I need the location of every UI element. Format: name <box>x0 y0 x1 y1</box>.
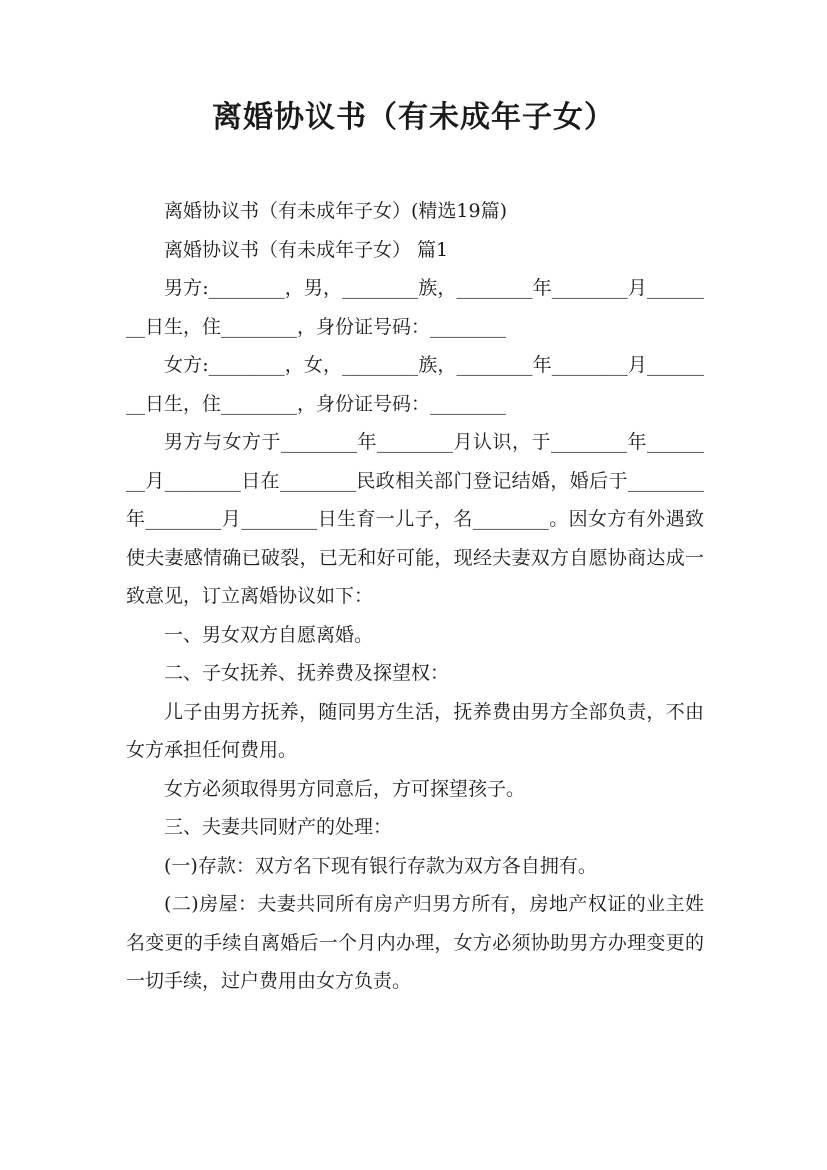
document-body <box>126 192 704 1001</box>
clause-3-heading: 三、夫妻共同财产的处理： <box>164 816 393 838</box>
visitation-paragraph: 女方必须取得男方同意后，方可探望孩子。 <box>164 777 526 800</box>
custody-paragraph: 儿子由男方抚养，随同男方生活，抚养费由男方全部负责，不由女方承担任何费用。 <box>126 700 704 761</box>
clause-2-heading: 二、子女抚养、抚养费及探望权： <box>164 662 450 684</box>
section-heading: 离婚协议书（有未成年子女） 篇1 <box>164 238 449 261</box>
clause-1-paragraph: 一、男女双方自愿离婚。 <box>164 623 374 646</box>
background-paragraph: 男方与女方于________年________月认识，于________年________月________日在________民政相关部门登记结婚，婚后于________年________月________日生育一儿子，名________。因女方有外遇致使夫妻感情确已破裂，已无和好可能，现经夫妻双方自愿协商达成一致意见，订立离婚协议如下： <box>126 431 704 607</box>
female-party-paragraph: 女方:________，女，________族，________年________月________日生，住________，身份证号码：________ <box>126 354 704 415</box>
document-title: 离婚协议书（有未成年子女） <box>212 100 615 135</box>
deposit-paragraph: (一)存款：双方名下现有银行存款为双方各自拥有。 <box>164 854 597 877</box>
subtitle-paragraph: 离婚协议书（有未成年子女）(精选19篇) <box>164 200 508 222</box>
male-party-paragraph: 男方:________，男，________族，________年________月________日生，住________，身份证号码：________ <box>126 277 704 338</box>
housing-paragraph: (二)房屋：夫妻共同所有房产归男方所有，房地产权证的业主姓名变更的手续自离婚后一个月内办理，女方必须协助男方办理变更的一切手续，过户费用由女方负责。 <box>126 893 704 992</box>
